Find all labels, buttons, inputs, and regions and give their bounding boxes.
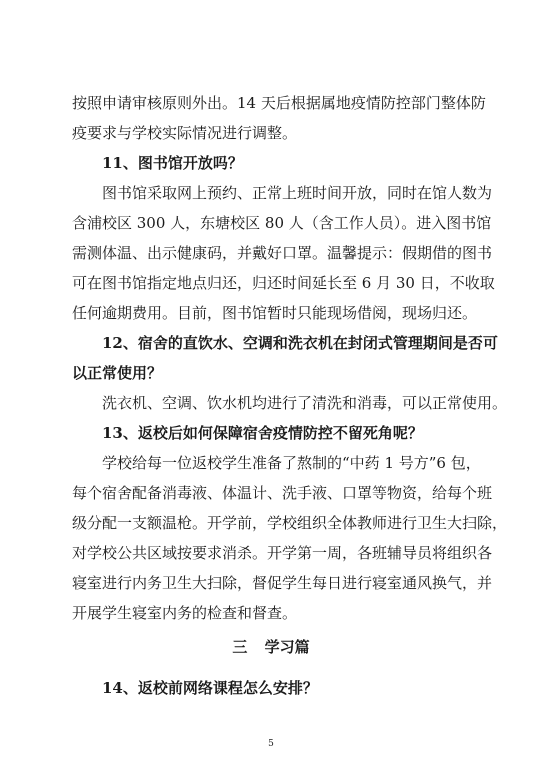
paragraph-line: 疫要求与学校实际情况进行调整。	[72, 124, 298, 142]
paragraph-line: 每个宿舍配备消毒液、体温计、洗手液、口罩等物资，给每个班	[72, 484, 493, 502]
paragraph-line: 学校给每一位返校学生准备了熬制的“中药 1 号方”6 包，	[102, 454, 481, 472]
section-title: 三 学习篇	[232, 638, 310, 656]
paragraph-line: 级分配一支额温枪。开学前，学校组织全体教师进行卫生大扫除，	[72, 514, 508, 532]
paragraph-line: 图书馆采取网上预约、正常上班时间开放，同时在馆人数为	[102, 184, 493, 202]
paragraph-line: 含浦校区 300 人，东塘校区 80 人（含工作人员）。进入图书馆	[72, 214, 492, 232]
question-heading-11: 11、图书馆开放吗？	[102, 154, 243, 172]
paragraph-line: 洗衣机、空调、饮水机均进行了清洗和消毒，可以正常使用。	[102, 394, 508, 412]
paragraph-line: 对学校公共区域按要求消杀。开学第一周，各班辅导员将组织各	[72, 544, 493, 562]
question-heading-12: 12、宿舍的直饮水、空调和洗衣机在封闭式管理期间是否可	[102, 334, 498, 352]
page-number: 5	[268, 739, 274, 749]
question-heading-13: 13、返校后如何保障宿舍疫情防控不留死角呢？	[102, 424, 423, 442]
paragraph-line: 按照申请审核原则外出。14 天后根据属地疫情防控部门整体防	[72, 94, 486, 112]
paragraph-line: 寝室进行内务卫生大扫除，督促学生每日进行寝室通风换气，并	[72, 574, 493, 592]
question-heading-14: 14、返校前网络课程怎么安排？	[102, 679, 318, 697]
paragraph-line: 需测体温、出示健康码，并戴好口罩。温馨提示：假期借的图书	[72, 244, 493, 262]
paragraph-line: 任何逾期费用。目前，图书馆暂时只能现场借阅，现场归还。	[72, 304, 478, 322]
paragraph-line: 可在图书馆指定地点归还，归还时间延长至 6 月 30 日，不收取	[72, 274, 495, 292]
paragraph-line: 开展学生寝室内务的检查和督查。	[72, 604, 298, 622]
question-heading-12-cont: 以正常使用？	[72, 364, 163, 382]
